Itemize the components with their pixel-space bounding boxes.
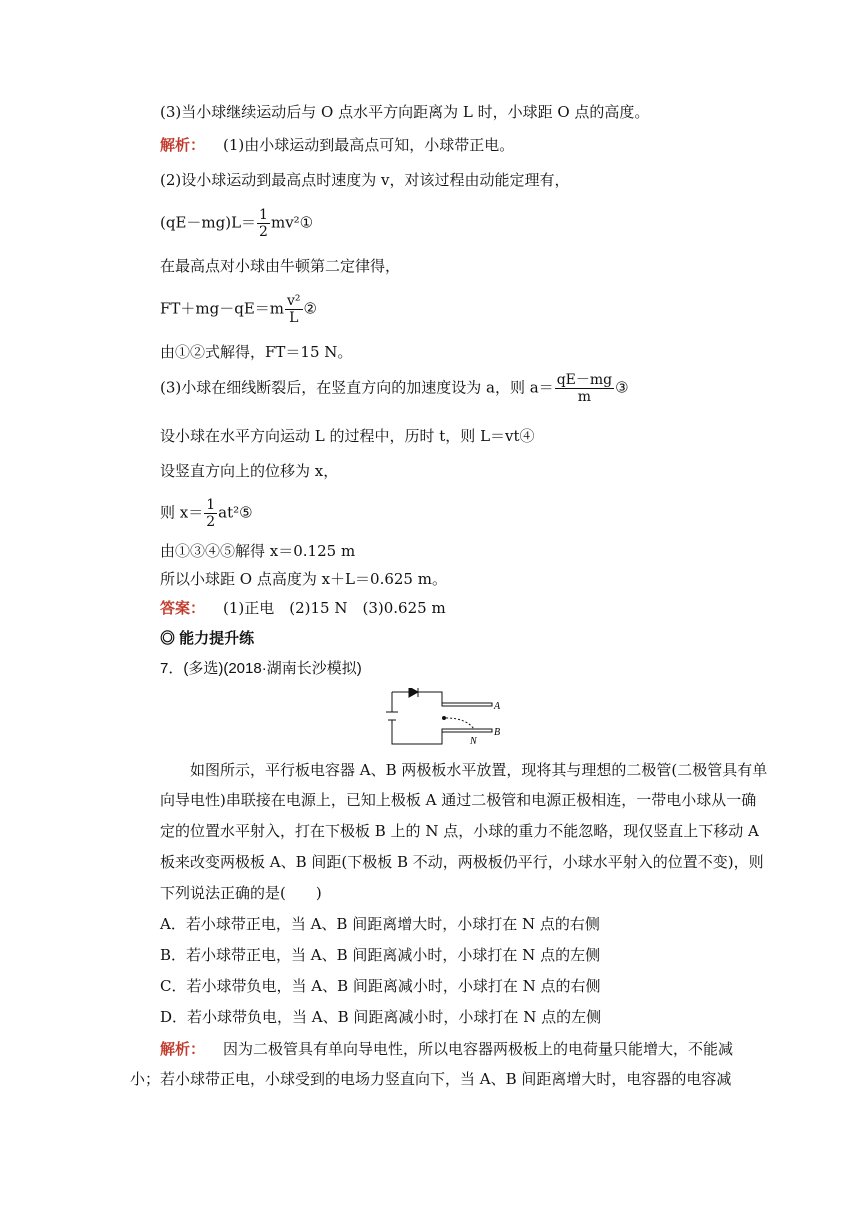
solution-step-6: 设小球在水平方向运动 L 的过程中，历时 t，则 L＝vt④ [160, 427, 535, 445]
half-denominator-2: 2 [206, 514, 216, 530]
half-fraction [257, 207, 270, 240]
acceleration-numerator: qE－mg [556, 372, 613, 388]
equation-2-numerator: v² [287, 293, 301, 309]
solution-step-8: 由①③④⑤解得 x＝0.125 m [160, 542, 356, 560]
trajectory-path [446, 718, 474, 729]
equation-5-left: 则 x＝ [160, 503, 204, 522]
question-3-text: (3)当小球继续运动后与 O 点水平方向距离为 L 时，小球距 O 点的高度。 [160, 103, 650, 121]
plate-b [442, 729, 492, 732]
q7-stem-line-1 [160, 760, 768, 780]
q7-stem-line-5: 下列说法正确的是( ) [160, 884, 322, 902]
analysis-line-1 [160, 135, 514, 155]
acceleration-text: (3)小球在细线断裂后，在竖直方向的加速度设为 a，则 a＝ [160, 378, 554, 397]
top-wire-right [418, 692, 442, 704]
left-wire [392, 692, 442, 744]
answer-label: 答案： [160, 599, 206, 617]
equation-2-tail: ② [303, 299, 317, 318]
solution-step-1: (1)由小球运动到最高点可知，小球带正电。 [223, 136, 515, 154]
plate-a [442, 703, 492, 706]
equation-5 [160, 497, 253, 530]
q7-analysis-line-2: 小；若小球带正电，小球受到的电场力竖直向下，当 A、B 间距离增大时，电容器的电容减 [130, 1070, 732, 1088]
q7-analysis-label: 解析： [160, 1040, 206, 1058]
option-c: C．若小球带负电，当 A、B 间距离减小时，小球打在 N 点的右侧 [160, 977, 601, 995]
solution-step-4: 由①②式解得，FT＝15 N。 [160, 343, 353, 361]
equation-2-left: FT＋mg－qE＝m [160, 299, 285, 318]
question-7-title: 7．(多选)(2018·湖南长沙模拟) [160, 660, 362, 677]
ball-icon [442, 716, 446, 720]
solution-step-7: 设竖直方向上的位移为 x， [160, 462, 339, 480]
solution-step-9: 所以小球距 O 点高度为 x＋L＝0.625 m。 [160, 570, 447, 588]
analysis-label: 解析： [160, 136, 206, 154]
diode-icon [409, 688, 418, 697]
option-d: D．若小球带负电，当 A、B 间距离减小时，小球打在 N 点的左侧 [160, 1008, 602, 1026]
half-numerator-2: 1 [206, 497, 216, 513]
option-b: B．若小球带正电，当 A、B 间距离减小时，小球打在 N 点的左侧 [160, 946, 601, 964]
q7-stem-text-1: 如图所示，平行板电容器 A、B 两极板水平放置，现将其与理想的二极管(二极管具有单 [190, 761, 768, 779]
equation-1-left: (qE－mg)L＝ [160, 213, 257, 232]
circuit-diagram [378, 688, 510, 748]
q7-stem-line-4: 板来改变两极板 A、B 间距(下极板 B 不动，两极板仍平行，小球水平射入的位置不变)，则 [160, 853, 764, 871]
equation-5-right: at²⑤ [218, 503, 253, 522]
q7-analysis-line-1 [160, 1039, 733, 1059]
label-a: A [494, 701, 501, 712]
acceleration-denominator: m [577, 389, 592, 405]
q7-stem-line-2: 向导电性)串联接在电源上，已知上极板 A 通过二极管和电源正极相连，一带电小球从一确 [160, 791, 757, 809]
answer-line [160, 598, 446, 618]
equation-1 [160, 207, 313, 240]
half-fraction-2 [204, 497, 217, 530]
half-denominator: 2 [259, 224, 268, 240]
solution-step-3: 在最高点对小球由牛顿第二定律得， [160, 257, 401, 275]
equation-2-denominator: L [289, 310, 299, 326]
q7-analysis-text-1: 因为二极管具有单向导电性，所以电容器两极板上的电荷量只能增大，不能减 [223, 1040, 734, 1058]
section-heading: ◎ 能力提升练 [160, 630, 255, 647]
battery-icon [386, 712, 398, 720]
equation-1-right: mv²① [270, 213, 314, 232]
equation-2 [160, 293, 317, 326]
label-b: B [494, 727, 501, 738]
half-numerator: 1 [259, 207, 268, 223]
label-n: N [470, 736, 477, 747]
q7-stem-line-3: 定的位置水平射入，打在下极板 B 上的 N 点，小球的重力不能忽略，现仅竖直上下移动 A [160, 822, 759, 840]
solution-step-2: (2)设小球运动到最高点时速度为 v，对该过程由动能定理有， [160, 171, 570, 189]
answer-text: (1)正电 (2)15 N (3)0.625 m [223, 599, 446, 617]
v2-over-l-fraction [285, 293, 303, 326]
acceleration-fraction [555, 372, 614, 405]
option-a: A．若小球带正电，当 A、B 间距离增大时，小球打在 N 点的右侧 [160, 915, 600, 933]
solution-step-5 [160, 372, 629, 405]
equation-3-tail: ③ [615, 378, 629, 397]
